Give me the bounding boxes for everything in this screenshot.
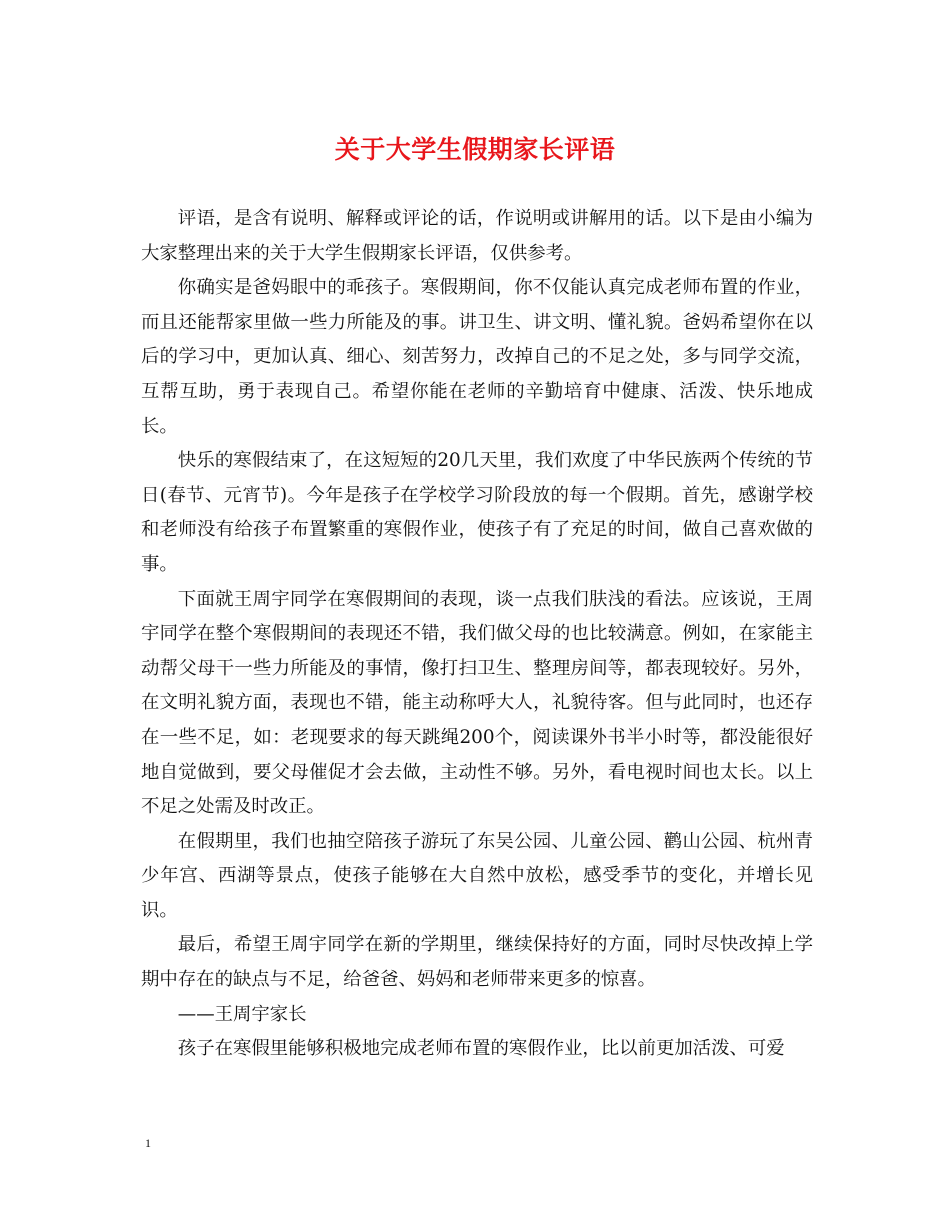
document-body [141, 202, 813, 1067]
paragraph-comment-1: 你确实是爸妈眼中的乖孩子。寒假期间，你不仅能认真完成老师布置的作业，而且还能帮家里做一些力所能及的事。讲卫生、讲文明、懂礼貌。爸妈希望你在以后的学习中，更加认真、细心、刻苦努力，改掉自己的不足之处，多与同学交流，互帮互助，勇于表现自己。希望你能在老师的辛勤培育中健康、活泼、快乐地成长。 [141, 277, 813, 437]
paragraph-comment-4: 在假期里，我们也抽空陪孩子游玩了东吴公园、儿童公园、鹳山公园、杭州青少年宫、西湖等景点，使孩子能够在大自然中放松，感受季节的变化，并增长见识。 [141, 830, 813, 921]
paragraph-comment-6: 孩子在寒假里能够积极地完成老师布置的寒假作业，比以前更加活泼、可爱 [177, 1038, 785, 1060]
paragraph-intro: 评语，是含有说明、解释或评论的话，作说明或讲解用的话。以下是由小编为大家整理出来的关于大学生假期家长评语，仅供参考。 [141, 208, 813, 264]
document-title: 关于大学生假期家长评语 [334, 135, 616, 164]
paragraph-comment-5: 最后，希望王周宇同学在新的学期里，继续保持好的方面，同时尽快改掉上学期中存在的缺点与不足，给爸爸、妈妈和老师带来更多的惊喜。 [141, 934, 813, 991]
paragraph-signature: ——王周宇家长 [177, 1003, 307, 1025]
paragraph-comment-2: 快乐的寒假结束了，在这短短的20几天里，我们欢度了中华民族两个传统的节日(春节、元宵节)。今年是孩子在学校学习阶段放的每一个假期。首先，感谢学校和老师没有给孩子布置繁重的寒假作业，使孩子有了充足的时间，做自己喜欢做的事。 [141, 450, 813, 575]
paragraph-comment-3: 下面就王周宇同学在寒假期间的表现，谈一点我们肤浅的看法。应该说，王周宇同学在整个寒假期间的表现还不错，我们做父母的也比较满意。例如，在家能主动帮父母干一些力所能及的事情，像打扫卫生、整理房间等，都表现较好。另外，在文明礼貌方面，表现也不错，能主动称呼大人，礼貌待客。但与此同时，也还存在一些不足，如：老现要求的每天跳绳200个，阅读课外书半小时等，都没能很好地自觉做到，要父母催促才会去做，主动性不够。另外，看电视时间也太长。以上不足之处需及时改正。 [141, 588, 813, 818]
page-number: 1 [145, 1136, 151, 1150]
